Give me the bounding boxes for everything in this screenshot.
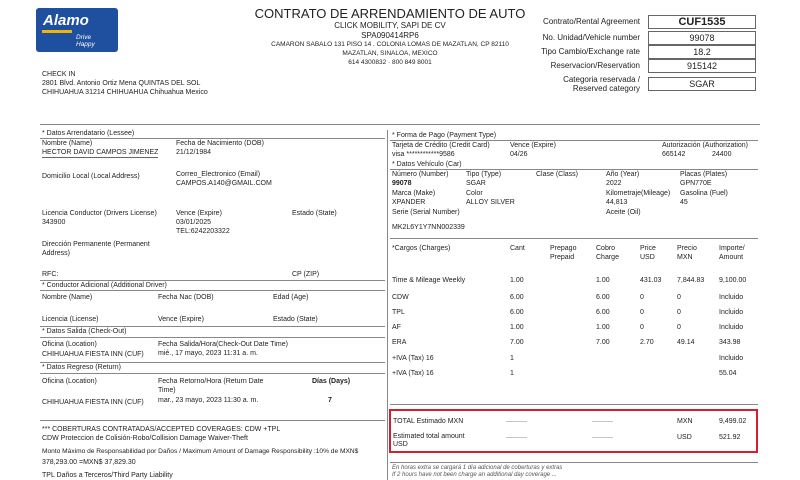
- vehicle-plates-label: Placas (Plates): [680, 171, 728, 178]
- coverages-tpl: TPL Daños a Terceros/Third Party Liability: [42, 472, 173, 479]
- charges-header-amount-2: Amount: [719, 254, 744, 261]
- payment-expire-label: Vence (Expire): [510, 142, 556, 149]
- charges-header-qty: Cant: [510, 245, 525, 252]
- divider-charges: [390, 238, 758, 239]
- payment-auth-a: 665142: [662, 151, 686, 158]
- vehicle-fuel: 45: [680, 199, 688, 206]
- vehicle-type-label: Tipo (Type): [466, 171, 502, 178]
- addl-state-label: Estado (State): [273, 316, 318, 323]
- charges-note-2: If 2 hours have not been charge an additional day coverage ...: [392, 472, 557, 478]
- company-tax-id: SPA090414RP6: [361, 31, 419, 40]
- total-usd-dash-1: ———: [506, 434, 527, 441]
- checkin-label: CHECK IN: [42, 71, 76, 78]
- addl-license-label: Licencia (License): [42, 316, 99, 323]
- charge-row-usd: 0: [640, 309, 644, 316]
- return-datetime-label-1: Fecha Retorno/Hora (Return Date: [158, 378, 264, 385]
- vehicle-oil-label: Aceite (Oil): [606, 209, 641, 216]
- return-office-label: Oficina (Location): [42, 378, 97, 385]
- vehicle-fuel-label: Gasolina (Fuel): [680, 190, 728, 197]
- charge-row-qty: 6.00: [510, 309, 524, 316]
- lessee-state-label: Estado (State): [292, 210, 337, 217]
- charge-row-mxn: 7,844.83: [677, 277, 705, 284]
- charge-row-amount: 343.98: [719, 339, 741, 346]
- charge-row-qty: 6.00: [510, 294, 524, 301]
- charge-row-charge: 6.00: [596, 294, 610, 301]
- charges-header-amount-1: Importe/: [719, 245, 745, 252]
- charge-row-name: Time & Mileage Weekly: [392, 277, 466, 284]
- coverages-max-label: Monto Máximo de Responsabilidad por Daños / Maximum Amount of Damage Responsibility :10% de MXN$: [42, 448, 359, 455]
- charge-row-name: CDW: [392, 294, 409, 301]
- rental-agreement-label: Contrato/Rental Agreement: [543, 17, 640, 26]
- logo-tagline-2: Happy: [76, 41, 95, 48]
- addl-dob-label: Fecha Nac (DOB): [158, 294, 214, 301]
- addl-name-label: Nombre (Name): [42, 294, 93, 301]
- checkin-line-1: 2801 Blvd. Antonio Ortiz Mena QUINTAS DEL SOL: [42, 80, 201, 87]
- category-label-2: Reserved category: [572, 84, 640, 93]
- lessee-license-label: Licencia Conductor (Drivers License): [42, 210, 157, 217]
- divider-checkout-2: [40, 337, 385, 338]
- charge-row-charge: 7.00: [596, 339, 610, 346]
- company-phones: 614 4300832 · 800 849 8001: [348, 59, 432, 66]
- lessee-dob-label: Fecha de Nacimiento (DOB): [176, 140, 264, 147]
- charges-header-prepaid-2: Prepaid: [550, 254, 575, 261]
- addl-expire-label: Vence (Expire): [158, 316, 204, 323]
- checkout-datetime: mié., 17 mayo, 2023 11:31 a. m.: [158, 350, 258, 357]
- document-title: CONTRATO DE ARRENDAMIENTO DE AUTO: [254, 6, 526, 21]
- charge-row-qty: 1.00: [510, 277, 524, 284]
- lessee-expire-label: Vence (Expire): [176, 210, 222, 217]
- payment-auth-label: Autorización (Authorization): [662, 142, 748, 149]
- payment-expire: 04/26: [510, 151, 528, 158]
- divider-main-top: [40, 124, 760, 125]
- unit-value: 99078: [648, 31, 756, 45]
- lessee-email: CAMPOS.A140@GMAIL.COM: [176, 180, 272, 187]
- vehicle-serial: MK2L6Y1Y7NN002339: [392, 224, 465, 231]
- divider-coverages: [40, 420, 385, 421]
- divider-addl-2: [40, 290, 385, 291]
- lessee-name: HECTOR DAVID CAMPOS JIMENEZ: [42, 149, 159, 156]
- divider-totals: [390, 404, 758, 405]
- totals-highlight-box: [389, 409, 758, 453]
- charge-row-qty: 1: [510, 355, 514, 362]
- lessee-tel: TEL:6242203322: [176, 228, 230, 235]
- vehicle-color: ALLOY SILVER: [466, 199, 515, 206]
- payment-card: visa ************9586: [392, 151, 455, 158]
- charge-row-amount: Incluido: [719, 294, 744, 301]
- charge-row-name: +IVA (Tax) 16: [392, 370, 434, 377]
- charge-row-amount: 55.04: [719, 370, 737, 377]
- charge-row-name: TPL: [392, 309, 405, 316]
- logo-tagline: [76, 34, 95, 48]
- charges-header-prepaid-1: Prepago: [550, 245, 577, 252]
- checkout-section-title: * Datos Salida (Check-Out): [42, 328, 127, 335]
- lessee-rfc-label: RFC:: [42, 271, 59, 278]
- lessee-permanent-address-label-2: Address): [42, 250, 71, 257]
- charges-header: *Cargos (Charges): [392, 245, 451, 252]
- company-address-2: MAZATLAN, SINALOA, MEXICO: [342, 50, 438, 57]
- charge-row-usd: 0: [640, 294, 644, 301]
- vehicle-section-title: * Datos Vehículo (Car): [392, 161, 462, 168]
- total-usd-currency: USD: [677, 434, 692, 441]
- vehicle-class-label: Clase (Class): [536, 171, 579, 178]
- charge-row-charge: 1.00: [596, 277, 610, 284]
- logo-brand: Alamo: [43, 12, 89, 29]
- lessee-expire: 03/01/2025: [176, 219, 212, 226]
- vehicle-color-label: Color: [466, 190, 483, 197]
- vehicle-year-label: Año (Year): [606, 171, 640, 178]
- vehicle-make: XPANDER: [392, 199, 426, 206]
- logo-tagline-1: Drive: [76, 34, 92, 41]
- total-mxn-dash-1: ———: [506, 418, 527, 425]
- charge-row-charge: 1.00: [596, 324, 610, 331]
- charge-row-mxn: 49.14: [677, 339, 695, 346]
- divider-columns: [387, 130, 388, 480]
- reservation-label: Reservacion/Reservation: [550, 61, 640, 70]
- return-days-label: Días (Days): [312, 378, 351, 385]
- addl-driver-section-title: * Conductor Adicional (Additional Driver): [42, 282, 167, 289]
- return-datetime-label-2: Time): [158, 387, 176, 394]
- charges-header-mxn-2: MXN: [677, 254, 693, 261]
- charges-header-mxn-1: Precio: [677, 245, 697, 252]
- divider-return-2: [40, 373, 385, 374]
- rental-agreement-value: CUF1535: [648, 15, 756, 29]
- coverages-max-value: 378,293.00 =MXN$ 37,829.30: [42, 459, 136, 466]
- charge-row-qty: 1.00: [510, 324, 524, 331]
- lessee-name-label: Nombre (Name): [42, 140, 93, 147]
- charges-header-collect-2: Charge: [596, 254, 619, 261]
- company-name: CLICK MOBILITY, SAPI DE CV: [334, 21, 446, 30]
- checkout-office: CHIHUAHUA FIESTA INN (CUF): [42, 351, 144, 358]
- unit-label: No. Unidad/Vehicle number: [542, 33, 640, 42]
- logo-stripe: [42, 30, 72, 33]
- vehicle-number-label: Número (Number): [392, 171, 449, 178]
- category-label-1: Categoria reservada /: [563, 75, 640, 84]
- exchange-value: 18.2: [648, 45, 756, 59]
- lessee-section-title: * Datos Arrendatario (Lessee): [42, 130, 135, 137]
- vehicle-mileage-label: Kilometraje(Mileage): [606, 190, 671, 197]
- reservation-value: 915142: [648, 59, 756, 73]
- total-mxn-currency: MXN: [677, 418, 693, 425]
- charge-row-amount: Incluido: [719, 355, 744, 362]
- lessee-permanent-address-label-1: Dirección Permanente (Permanent: [42, 241, 150, 248]
- lessee-dob: 21/12/1984: [176, 149, 212, 156]
- vehicle-type: SGAR: [466, 180, 486, 187]
- return-section-title: * Datos Regreso (Return): [42, 364, 121, 371]
- payment-card-label: Tarjeta de Crédito (Credit Card): [392, 142, 490, 149]
- return-datetime: mar., 23 mayo, 2023 11:30 a. m.: [158, 397, 259, 404]
- coverages-cdw: CDW Proteccion de Colisión-Robo/Collision Damage Waiver-Theft: [42, 435, 248, 442]
- total-mxn-dash-2: ———: [592, 418, 613, 425]
- charge-row-qty: 7.00: [510, 339, 524, 346]
- return-office: CHIHUAHUA FIESTA INN (CUF): [42, 399, 144, 406]
- charge-row-name: AF: [392, 324, 401, 331]
- charges-header-price-1: Price: [640, 245, 656, 252]
- vehicle-serial-label: Serie (Serial Number): [392, 209, 460, 216]
- total-mxn-value: 9,499.02: [719, 418, 747, 425]
- charges-header-price-2: USD: [640, 254, 655, 261]
- coverages-title: *** COBERTURAS CONTRATADAS/ACCEPTED COVERAGES: CDW +TPL: [42, 426, 281, 433]
- total-usd-dash-2: ———: [592, 434, 613, 441]
- lessee-email-label: Correo_Electronico (Email): [176, 171, 261, 178]
- vehicle-mileage: 44,813: [606, 199, 628, 206]
- lessee-local-address-label: Domicilio Local (Local Address): [42, 173, 140, 180]
- checkin-line-2: CHIHUAHUA 31214 CHIHUAHUA Chihuahua Mexico: [42, 89, 208, 96]
- charge-row-charge: 6.00: [596, 309, 610, 316]
- checkout-office-label: Oficina (Location): [42, 341, 97, 348]
- charge-row-usd: 2.70: [640, 339, 654, 346]
- category-value: SGAR: [648, 77, 756, 91]
- payment-section-title: * Forma de Pago (Payment Type): [392, 132, 497, 139]
- charge-row-mxn: 0: [677, 309, 681, 316]
- charge-row-qty: 1: [510, 370, 514, 377]
- charge-row-amount: Incluido: [719, 324, 744, 331]
- charge-row-name: +IVA (Tax) 16: [392, 355, 434, 362]
- charges-note-1: En horas extra se cargará 1 día adicional de coberturas y extras: [392, 465, 563, 471]
- charges-header-collect-1: Cobro: [596, 245, 616, 252]
- total-usd-value: 521.92: [719, 434, 741, 441]
- divider-notes: [390, 462, 758, 463]
- charge-row-name: ERA: [392, 339, 407, 346]
- charge-row-usd: 0: [640, 324, 644, 331]
- vehicle-number: 99078: [392, 180, 412, 187]
- lessee-license: 343900: [42, 219, 66, 226]
- vehicle-year: 2022: [606, 180, 622, 187]
- return-days: 7: [328, 397, 332, 404]
- vehicle-plates: GPN770E: [680, 180, 712, 187]
- charge-row-mxn: 0: [677, 324, 681, 331]
- charge-row-amount: Incluido: [719, 309, 744, 316]
- exchange-label: Tipo Cambio/Exchange rate: [541, 47, 640, 56]
- alamo-logo: [36, 8, 118, 52]
- payment-auth-b: 24400: [712, 151, 732, 158]
- total-mxn-label: TOTAL Estimado MXN: [393, 418, 464, 425]
- checkout-datetime-label: Fecha Salida/Hora(Check-Out Date Time): [158, 341, 288, 348]
- total-usd-label-2: USD: [393, 441, 408, 448]
- vehicle-make-label: Marca (Make): [392, 190, 436, 197]
- addl-age-label: Edad (Age): [273, 294, 309, 301]
- company-address-1: CAMARON SABALO 131 PISO 14 . COLONIA LOMAS DE MAZATLAN, CP 82110: [271, 41, 509, 48]
- lessee-zip-label: CP (ZIP): [292, 271, 320, 278]
- total-usd-label-1: Estimated total amount: [393, 433, 465, 440]
- charge-row-usd: 431.03: [640, 277, 662, 284]
- charge-row-amount: 9,100.00: [719, 277, 747, 284]
- charge-row-mxn: 0: [677, 294, 681, 301]
